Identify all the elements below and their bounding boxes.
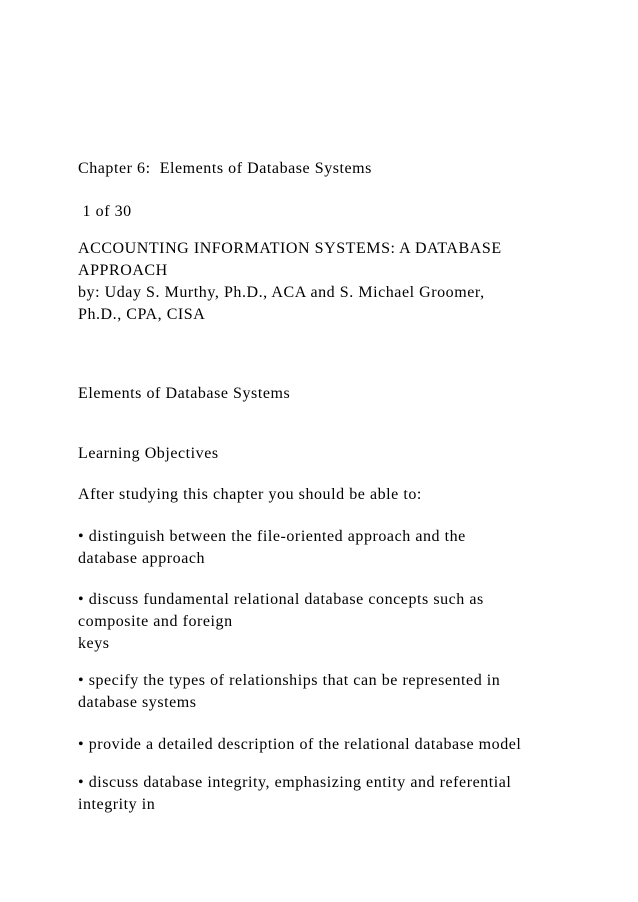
authors-line-2: Ph.D., CPA, CISA (78, 306, 206, 323)
objective-1-line-2: database approach (78, 550, 206, 567)
authors-line-1: by: Uday S. Murthy, Ph.D., ACA and S. Michael Groomer, (78, 284, 485, 301)
objectives-intro: After studying this chapter you should be able to: (78, 486, 422, 503)
objective-4-line-1: • provide a detailed description of the relational database model (78, 736, 522, 753)
objective-3-line-2: database systems (78, 694, 197, 711)
section-title: Elements of Database Systems (78, 385, 291, 402)
learning-objectives-heading: Learning Objectives (78, 445, 219, 462)
book-title-line-2: APPROACH (78, 262, 168, 279)
objective-5-line-1: • discuss database integrity, emphasizing entity and referential (78, 774, 512, 791)
objective-2-line-2: composite and foreign (78, 613, 233, 630)
page-counter: 1 of 30 (78, 203, 132, 220)
objective-5-line-2: integrity in (78, 796, 156, 813)
objective-2-line-3: keys (78, 635, 110, 652)
book-title-line-1: ACCOUNTING INFORMATION SYSTEMS: A DATABASE (78, 240, 502, 257)
objective-2-line-1: • discuss fundamental relational database concepts such as (78, 591, 484, 608)
objective-3-line-1: • specify the types of relationships that can be represented in (78, 672, 501, 689)
objective-1-line-1: • distinguish between the file-oriented approach and the (78, 528, 466, 545)
chapter-heading: Chapter 6: Elements of Database Systems (78, 160, 372, 177)
